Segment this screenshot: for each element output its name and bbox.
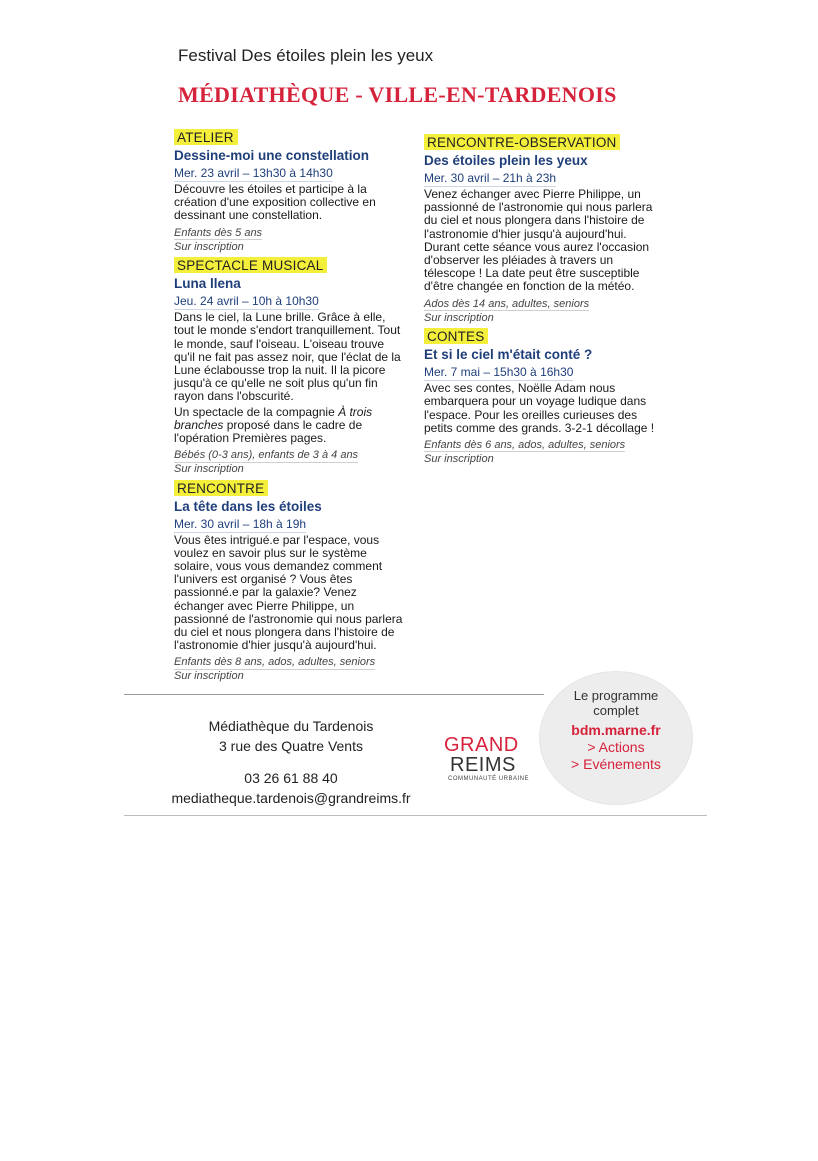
- event-description: Dans le ciel, la Lune brille. Grâce à elle, tout le monde s'endort tranquillement. Tout le monde, sauf l'oiseau. L'oiseau trouve qu'il ne fait pas assez noir, que l'éclat de la Lune éclabousse trop la nuit. Il la picore jusqu'à ce qu'elle ne soit plus qu'un fin rayon dans l'obscurité.: [174, 310, 401, 404]
- event-rencontre: [174, 480, 406, 683]
- credits-text-end: proposé dans le cadre de l'opération Premières pages.: [174, 417, 363, 445]
- event-spectacle: [174, 257, 406, 476]
- event-description: Avec ses contes, Noëlle Adam nous embarquera pour un voyage ludique dans l'espace. Pour les oreilles curieuses des petits comme des grands. 3-2-1 décollage !: [424, 381, 655, 435]
- event-date: Jeu. 24 avril – 10h à 10h30: [174, 294, 319, 309]
- logo-tagline: COMMUNAUTÉ URBAINE: [448, 776, 530, 782]
- logo-word-reims: REIMS: [450, 754, 516, 776]
- event-registration: Sur inscription: [174, 463, 244, 476]
- event-audience: Enfants dès 5 ans: [174, 226, 263, 239]
- event-description: Venez échanger avec Pierre Philippe, un passionné de l'astronomie qui nous parlera du ciel et nous plongera dans l'histoire de l'astronomie d'hier jusqu'à aujourd'hui. Durant cette séance vous aurez l'occasion d'observer les pléiades à travers un télescope ! La date peut être susceptible d'être changée en fonction de la météo.: [424, 187, 653, 294]
- event-registration: Sur inscription: [174, 670, 244, 683]
- contact-block: [150, 716, 432, 808]
- right-column: [424, 134, 656, 469]
- festival-title: Festival Des étoiles plein les yeux: [178, 46, 434, 65]
- event-category: SPECTACLE MUSICAL: [174, 257, 327, 273]
- footer-divider: [124, 694, 544, 695]
- event-category: ATELIER: [174, 129, 238, 145]
- event-title: Des étoiles plein les yeux: [424, 153, 588, 168]
- event-category: RENCONTRE-OBSERVATION: [424, 134, 620, 150]
- event-audience: Bébés (0-3 ans), enfants de 3 à 4 ans: [174, 449, 359, 462]
- event-registration: Sur inscription: [174, 240, 244, 253]
- logo-word-grand: GRAND: [444, 734, 519, 756]
- event-category: RENCONTRE: [174, 480, 268, 496]
- badge-link-events: > Evénements: [571, 756, 661, 772]
- event-date: Mer. 7 mai – 15h30 à 16h30: [424, 365, 574, 380]
- left-column: [174, 129, 406, 687]
- event-date: Mer. 30 avril – 18h à 19h: [174, 516, 307, 531]
- badge-link-actions: > Actions: [587, 739, 645, 755]
- event-audience: Enfants dès 6 ans, ados, adultes, seniors: [424, 438, 626, 451]
- event-title: La tête dans les étoiles: [174, 498, 322, 514]
- event-description-credits: [174, 406, 406, 446]
- badge-url: bdm.marne.fr: [571, 722, 661, 738]
- event-rencontre-observation: [424, 134, 656, 324]
- event-registration: Sur inscription: [424, 311, 494, 324]
- event-audience: Enfants dès 8 ans, ados, adultes, seniors: [174, 656, 376, 669]
- event-title: Et si le ciel m'était conté ?: [424, 347, 593, 363]
- contact-name: Médiathèque du Tardenois: [208, 718, 374, 734]
- event-registration: Sur inscription: [424, 452, 494, 465]
- contact-email: mediatheque.tardenois@grandreims.fr: [171, 790, 411, 806]
- event-description: Découvre les étoiles et participe à la création d'une exposition collective en dessinant une constellation.: [174, 182, 376, 223]
- event-title: Dessine-moi une constellation: [174, 148, 370, 163]
- event-description: Vous êtes intrigué.e par l'espace, vous voulez en savoir plus sur le système solaire, vous vous demandez comment l'univers est organisé ? Vous êtes passionné.e par la galaxie? Venez échanger avec Pierre Philippe, un passionné de l'astronomie qui nous parlera du ciel et nous plongera dans l'histoire de l'astronomie d'hier jusqu'à aujourd'hui.: [174, 532, 403, 653]
- grand-reims-logo: [444, 735, 536, 782]
- contact-phone: 03 26 61 88 40: [244, 770, 338, 786]
- event-contes: [424, 328, 656, 465]
- contact-address: 3 rue des Quatre Vents: [219, 738, 363, 754]
- venue-title: MÉDIATHÈQUE - VILLE-EN-TARDENOIS: [178, 82, 617, 107]
- page-bottom-rule: [124, 815, 707, 816]
- badge-line-2: complet: [593, 703, 639, 718]
- badge-line-1: Le programme: [573, 688, 659, 703]
- program-badge: [540, 672, 692, 804]
- event-date: Mer. 30 avril – 21h à 23h: [424, 171, 557, 185]
- event-date: Mer. 23 avril – 13h30 à 14h30: [174, 166, 333, 180]
- credits-text: Un spectacle de la compagnie: [174, 404, 339, 419]
- event-category: CONTES: [424, 328, 488, 344]
- event-atelier: [174, 129, 406, 253]
- event-title: Luna llena: [174, 276, 241, 292]
- event-audience: Ados dès 14 ans, adultes, seniors: [424, 297, 590, 310]
- company-name: À trois branches: [174, 404, 373, 432]
